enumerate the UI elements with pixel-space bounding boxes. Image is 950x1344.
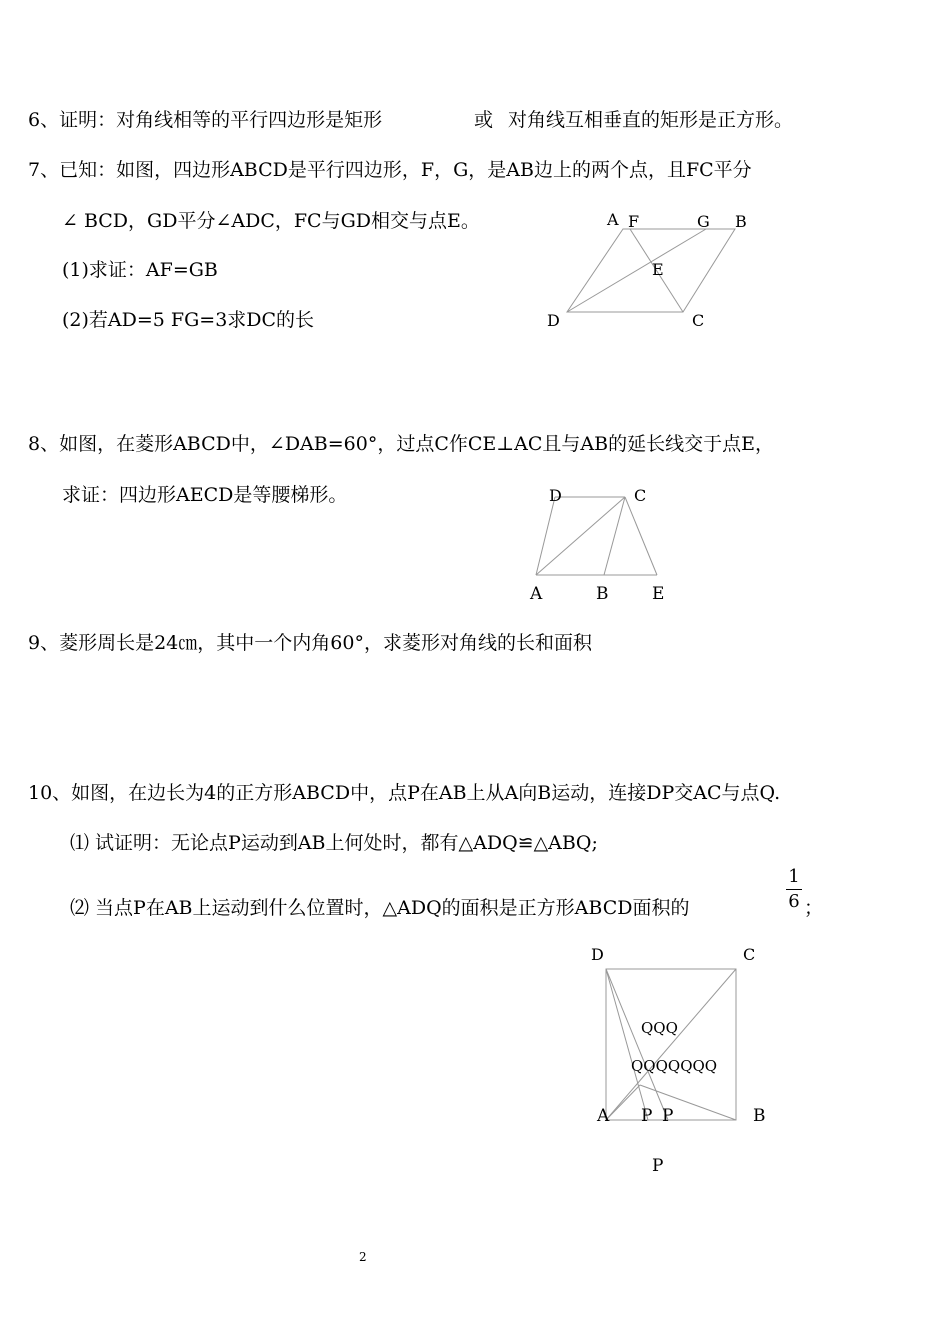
q7-label-f: F: [628, 212, 640, 231]
q8-line2: 求证：四边形AECD是等腰梯形。: [62, 484, 348, 506]
q9-line1: 9、菱形周长是24㎝，其中一个内角60°，求菱形对角线的长和面积: [28, 632, 592, 654]
q7-label-d: D: [547, 311, 560, 330]
q6-or: 或: [474, 109, 494, 131]
q7-line2: ∠ BCD，GD平分∠ADC，FC与GD相交与点E。: [62, 210, 480, 232]
q10-label-c: C: [743, 945, 756, 964]
q6-text-a: 6、证明：对角线相等的平行四边形是矩形: [28, 109, 383, 131]
q10-fraction-denominator: 6: [788, 891, 800, 912]
q10-label-b: B: [753, 1106, 766, 1126]
q8-label-b: B: [596, 584, 609, 604]
q7-part1: (1)求证：AF=GB: [62, 259, 218, 281]
q7-label-b: B: [735, 212, 747, 231]
q10-label-p2: P: [662, 1106, 674, 1126]
q10-label-q1: QQQ: [641, 1019, 678, 1037]
q10-part1: ⑴ 试证明：无论点P运动到AB上何处时，都有△ADQ≌△ABQ;: [70, 832, 598, 854]
q7-label-e: E: [652, 260, 664, 279]
q7-part2: (2)若AD=5 FG=3求DC的长: [62, 309, 315, 331]
page-number: 2: [359, 1250, 367, 1264]
q10-label-p3: P: [652, 1156, 664, 1176]
q10-line1: 10、如图，在边长为4的正方形ABCD中，点P在AB上从A向B运动，连接DP交AC与点Q.: [28, 782, 781, 804]
q10-fraction: [786, 868, 802, 911]
q7-label-c: C: [692, 311, 705, 330]
q10-label-d: D: [591, 945, 604, 964]
q10-label-p1: P: [641, 1106, 653, 1126]
q8-line1: 8、如图，在菱形ABCD中，∠DAB=60°，过点C作CE⊥AC且与AB的延长线交于点E，: [28, 433, 774, 455]
q10-part2-end: ；: [804, 897, 824, 919]
q8-label-e: E: [652, 584, 665, 604]
q7-label-a: A: [607, 210, 619, 229]
q8-label-a: A: [530, 584, 543, 604]
q10-fraction-bar: [786, 889, 802, 890]
q8-label-d: D: [549, 486, 562, 505]
q7-label-g: G: [697, 212, 710, 231]
q8-label-c: C: [634, 486, 647, 505]
q10-part2: ⑵ 当点P在AB上运动到什么位置时，△ADQ的面积是正方形ABCD面积的: [70, 897, 690, 919]
q10-fraction-numerator: 1: [788, 866, 800, 887]
q10-label-a: A: [597, 1106, 610, 1126]
q6-text-b: 对角线互相垂直的矩形是正方形。: [508, 109, 794, 131]
q10-label-q2: QQQQQQQ: [631, 1057, 718, 1075]
q7-line1: 7、已知：如图，四边形ABCD是平行四边形，F，G，是AB边上的两个点，且FC平分: [28, 159, 752, 181]
